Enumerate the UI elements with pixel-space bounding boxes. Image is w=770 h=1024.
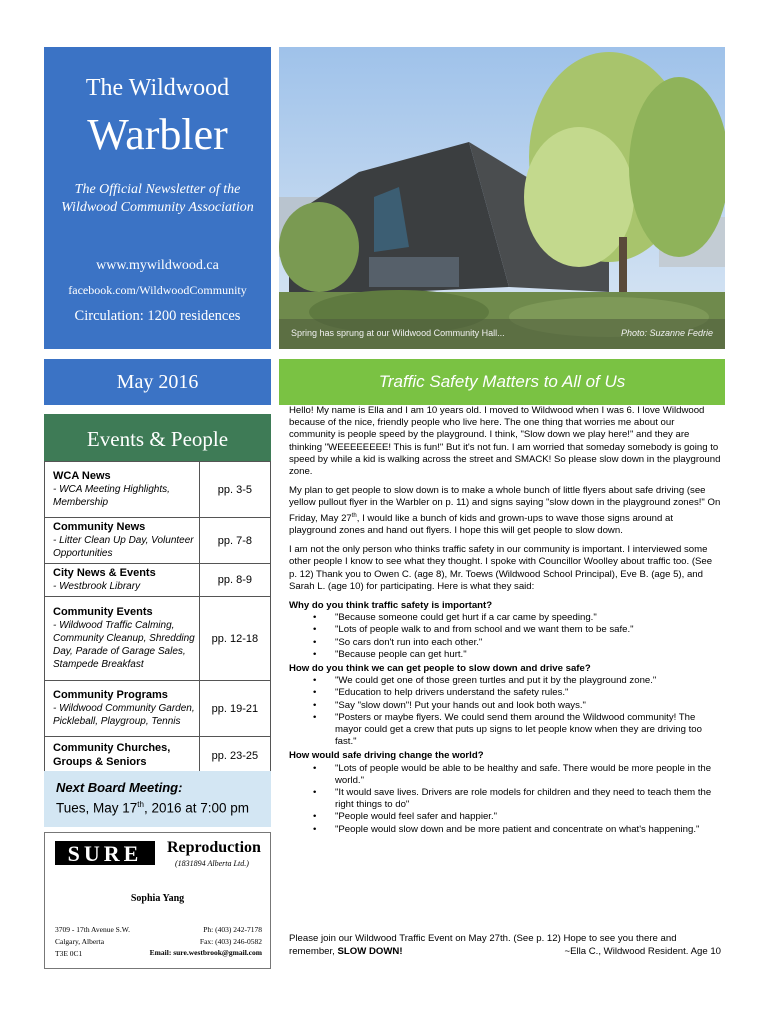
event-pages: pp. 7-8 [199,518,270,564]
masthead [44,47,271,349]
interview-question: Why do you think traffic safety is important? [289,600,493,612]
ad-company: Reproduction [167,839,261,856]
event-subtitle: - Westbrook Library [53,581,141,592]
ad-contact-name: Sophia Yang [130,893,185,904]
website-link[interactable]: www.mywildwood.ca [96,258,219,273]
answer-item: • "Lots of people would be able to be healthy and safe. There would be more people in the world." [335,763,721,787]
ad-phone: Ph: (403) 242-7178 Fax: (403) 246-0582 [199,925,262,946]
photo-credit: Photo: Suzanne Fedrie [620,328,713,338]
article-closing: Please join our Wildwood Traffic Event on May 27th. (See p. 12) Hope to see you there and remember, SLOW DOWN! ~Ella C., Wildwood Resident. Age 10 [289,933,721,957]
answer-list [289,612,721,661]
event-title: Community News [53,521,146,533]
facebook-link[interactable]: facebook.com/WildwoodCommunity [68,283,247,297]
board-meeting-title: Next Board Meeting: [56,780,183,795]
answer-item: • "People would feel safer and happier." [335,811,721,823]
ad-corp: (1831894 Alberta Ltd.) [175,859,249,868]
event-title: City News & Events [53,567,156,579]
community-hall-photo [279,47,725,349]
event-title: Community Churches, Groups & Seniors [53,742,171,768]
photo-caption: Spring has sprung at our Wildwood Community Hall... [291,328,505,338]
event-row [45,564,271,597]
events-heading: Events & People [44,414,271,461]
answer-item: • "People would slow down and be more patient and concentrate on what's happening." [335,824,721,836]
article-body [289,405,721,838]
interview-question: How do you think we can get people to slow down and drive safe? [289,663,591,675]
article-heading: Traffic Safety Matters to All of Us [279,359,725,405]
answer-item: • "Posters or maybe flyers. We could send them around the Wildwood community! The mayor could get a crew that puts up signs to let people know when they are driving too fast." [335,712,721,749]
interview-question: How would safe driving change the world? [289,750,484,762]
event-pages: pp. 12-18 [199,597,270,681]
event-row [45,681,271,737]
event-title: WCA News [53,470,111,482]
newsletter-title: Warbler [87,110,228,159]
answer-item: • "It would save lives. Drivers are role models for children and they need to teach them the right things to do" [335,787,721,811]
ad-address: 3709 - 17th Avenue S.W. Calgary, Alberta T3E 0C1 [55,925,130,958]
answer-list [289,763,721,836]
answer-item: • "We could get one of those green turtles and put it by the playground zone." [335,675,721,687]
event-row [45,518,271,564]
answer-item: • "So cars don't run into each other." [335,637,721,649]
article-signature: ~Ella C., Wildwood Resident. Age 10 [564,945,721,957]
board-meeting-date: Tues, May 17th, 2016 at 7:00 pm [56,800,250,816]
event-pages: pp. 8-9 [199,564,270,597]
event-pages: pp. 23-25 [199,737,270,775]
answer-item: • "Education to help drivers understand the safety rules." [335,687,721,699]
sure-logo: SURE [55,841,155,865]
circulation: Circulation: 1200 residences [74,308,241,324]
event-pages: pp. 19-21 [199,681,270,737]
event-row [45,462,271,518]
event-subtitle: - Litter Clean Up Day, Volunteer Opportunities [53,535,194,559]
event-row [45,737,271,775]
answer-list [289,675,721,748]
article-paragraph: I am not the only person who thinks traffic safety in our community is important. I interviewed some other people I know to see what they thought. I spoke with Councillor Woolley about traffic too. (See p. 12) Thank you to Owen C. (age 8), Mr. Toews (Wildwood School Principal), Eve B. (age 5), and Sarah L. (age 10) for participating. Here is what they said: [289,544,713,592]
event-subtitle: - WCA Meeting Highlights, Membership [53,484,170,508]
answer-item: • "Say "slow down"! Put your hands out and look both ways." [335,700,721,712]
answer-item: • "Because people can get hurt." [335,649,721,661]
article-paragraph: My plan to get people to slow down is to make a whole bunch of little flyers about safe driving (see yellow pullout flyer in the Warbler on p. 11) and signs saying "slow down in the playground zones!" On Friday, May 27th, I would like a bunch of kids and grown-ups to wave those signs around at playground zones and hand out flyers. I hope this will get people to slow down. [289,485,721,537]
slow-down-emphasis: SLOW DOWN! [337,945,403,957]
events-table [44,461,271,775]
board-meeting-box [44,771,271,827]
masthead-the: The Wildwood [85,75,230,101]
event-subtitle: - Wildwood Community Garden, Pickleball, Playgroup, Tennis [53,703,195,727]
event-pages: pp. 3-5 [199,462,270,518]
event-subtitle: - Wildwood Traffic Calming, Community Cleanup, Shredding Day, Parade of Garage Sales, Stampede Breakfast [53,620,195,670]
answer-item: • "Because someone could get hurt if a car came by speeding." [335,612,721,624]
hall-photo-illustration [279,47,725,349]
event-title: Community Events [53,606,153,618]
issue-date: May 2016 [44,359,271,405]
tagline: The Official Newsletter of the Wildwood Community Association [61,182,254,215]
event-title: Community Programs [53,689,168,701]
article-paragraph: Hello! My name is Ella and I am 10 years old. I moved to Wildwood when I was 6. I love Wildwood because of the nice, friendly people who live here. The one thing that worries me about our community is people speed by the playground. I think, "Slow down we play here!" and they are thinking "WEEEEEEEE! This is fun!" But it's not fun. I am worried that someday somebody is going to speed by while a kid is walking across the street and SMACK! So please slow down in the playground zone. [289,405,721,478]
answer-item: • "Lots of people walk to and from school and we want them to be safe." [335,624,721,636]
sure-reproduction-ad [44,832,271,969]
event-row [45,597,271,681]
ad-email: Email: sure.westbrook@gmail.com [149,948,262,957]
